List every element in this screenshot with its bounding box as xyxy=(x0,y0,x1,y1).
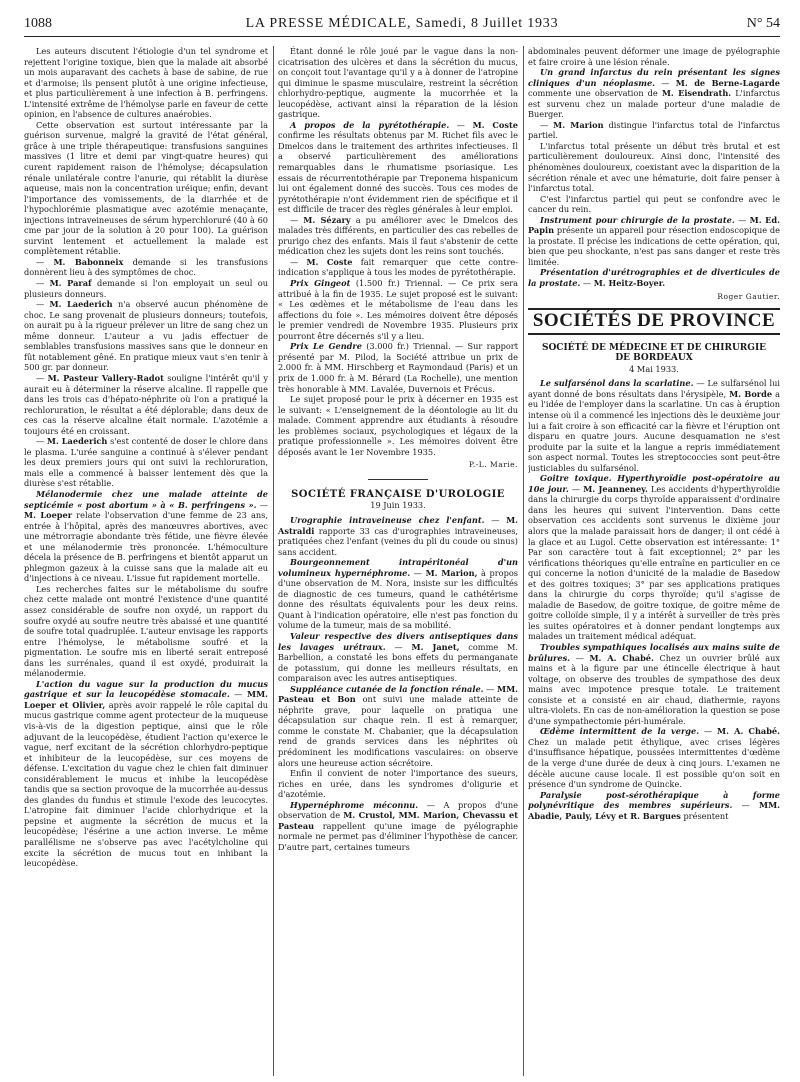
speaker-name: M. Borde xyxy=(729,388,773,399)
speaker-name: M. Babonneix xyxy=(53,256,124,267)
section-heading: Instrument pour chirurgie de la prostate. xyxy=(540,214,735,225)
columns xyxy=(24,46,780,1076)
paragraph: Un grand infarctus du rein présentant les signes cliniques d'un néoplasme. — M. de Berne-Lagarde commente une observation de M. Eisendrath. L'infarctus est survenu chez un malade porteur d'une maladie de Buerger. xyxy=(528,67,780,120)
paragraph-text: présentent xyxy=(683,810,729,821)
paragraph: Instrument pour chirurgie de la prostate. — M. Ed. Papin présente un appareil pour résection endoscopique de la prostate. Il précise les indications de cette opération, qui, bien que peu shockante, n'est pas sans danger et reste très limitée. xyxy=(528,214,780,267)
paragraph-text: ont suivi une malade atteinte de néphrite grave, pour laquelle on pratiqua une décapsulation sur chaque rein. Il est à remarquer, comme le constate M. Chabanier, que la décapsulation rend de grands services dans les néphrites où prédominent les modifications vasculaires: on observe alors une heureuse action sécrétoire. xyxy=(278,694,518,768)
paragraph: Étant donné le rôle joué par le vague dans la non-cicatrisation des ulcères et dans la sécrétion du mucus, on conçoit tout l'avantage qu'il y a à donner de l'atropine qui diminue le spasme musculaire, restreint la sécrétion chlorhydro-peptique, augmente la mucorrhée et la leucopédèse, activant ainsi la réparation de la lésion gastrique. xyxy=(278,46,518,120)
paragraph: Troubles sympathiques localisés aux mains suite de brûlures. — M. A. Chabé. Chez un ouvrier brûlé aux mains et à la figure par une étincelle électrique à haut voltage, on observe des troubles de sympathose des deux mains avec impotence presque totale. Le traitement consiste et a consisté en air chaud, diathermie, rayons ultra-violets. En cas de non-amélioration la question se pose d'une sympathectomie péri-humérale. xyxy=(528,641,780,726)
paragraph: Les recherches faites sur le métabolisme du soufre chez cette malade ont montré l'existence d'une quantité assez considérable de soufre non oxydé, un rapport du soufre oxydé au soufre neutre très abaissé et une quantité de soufre total quadruplée. L'auteur envisage les rapports entre l'hémolyse, le métabolisme soufré et la pigmentation. Le soufre mis en liberté serait entreposé dans les surrénales, quand il est oxydé, produirait la mélanodermie. xyxy=(24,583,268,679)
paragraph: Le sulfarsénol dans la scarlatine. — Le sulfarsénol lui ayant donné de bons résultats dans l'érysipèle, M. Borde a eu l'idée de l'employer dans la scarlatine. Un cas à éruption intense où il a commencé les injections dès le deuxième jour lui a fait croire à son efficacité car la fièvre et l'éruption ont disparu en quatre jours. Aucune desquamation ne s'est produite par la suite et la langue a repris immédiatement son aspect normal. Toutes les streptococcies sont peut-être justiciables du sulfarsénol. xyxy=(528,378,780,473)
signature: P.-L. Marie. xyxy=(468,460,518,470)
section-heading: Paralysie post-sérothérapique à forme polynévritique des membres supérieurs. xyxy=(528,789,780,811)
speaker-name: M. Heitz-Boyer. xyxy=(593,278,666,289)
paragraph: A propos de la pyrétothérapie. — M. Coste confirme les résultats obtenus par M. Richet fils avec le Dmelcos dans le traitement des arthrites infectieuses. Il a observé particulièrement des améliorations remarquables dans le rhumatisme psoriasique. Les essais de récurrentothérapie par Treponema hispanicum lui ont également donné des succès. Tous ces modes de pyrétothérapie n'ont évidemment rien de spécifique et il est difficile de tracer des règles générales à leur emploi. xyxy=(278,119,518,215)
paragraph xyxy=(278,341,518,394)
section-heading: Urographie intraveineuse chez l'enfant. xyxy=(290,514,485,525)
paragraph: — M. Babonneix demande si les transfusions donnèrent lieu à des symptômes de choc. xyxy=(24,256,268,278)
speaker-name: M. Laederich xyxy=(46,436,108,447)
page-header xyxy=(24,14,780,37)
society-title: SOCIÉTÉ FRANÇAISE D'UROLOGIE xyxy=(291,488,505,500)
speaker-name: MM. Loeper et Olivier, xyxy=(24,689,268,710)
speaker-name: M. Crustol, MM. Marion, Chevassu et Pasteau xyxy=(278,810,518,831)
section-heading: Suppléance cutanée de la fonction rénale. xyxy=(290,683,484,694)
section-heading: Mélanodermie chez une malade atteinte de septicémie « post abortum » à « B. perfringens ». xyxy=(24,488,268,510)
issue-number: N° 54 xyxy=(746,16,780,31)
paragraph xyxy=(278,278,518,341)
society-title-line-2: DE BORDEAUX xyxy=(615,353,693,364)
paragraph: Bourgeonnement intrapéritonéal d'un volumineux hypernéphrome. — M. Marion, à propos d'une observation de M. Nora, insiste sur les difficultés de diagnostic de ces tumeurs, quand le cathétérisme donne des résultats équivalents pour les deux reins. Quant à l'indication opératoire, elle n'est pas fonction du volume de la tumeur, mais de sa mobilité. xyxy=(278,557,518,631)
paragraph: Valeur respective des divers antiseptiques dans les lavages urétraux. — M. Janet, comme M. Barbellion, a constaté les bons effets du permanganate de potassium, qui donne les meilleurs résultats, en comparaison avec les autres antiseptiques. xyxy=(278,630,518,684)
paragraph: L'infarctus total présente un début très brutal et est particulièrement douloureux. Ainsi donc, l'intensité des phénomènes douloureux, coexistant avec la disparition de la sécrétion rénale et avec une hématurie, doit faire penser à l'infarctus total. xyxy=(528,140,780,194)
section-heading: Goitre toxique. Hyperthyroïdie post-opératoire au 10e jour. xyxy=(528,473,780,494)
speaker-name: M. Coste xyxy=(472,119,518,130)
paragraph: — M. Laederich n'a observé aucun phénomène de choc. Le sang provenait de plusieurs donneurs; toutefois, on aurait pu à la rigueur prélever un litre de sang chez un même donneur. L'auteur a vu jadis effectuer de semblables transfusions massives sans que le donneur en fût notablement gêné. En pratique mieux vaut s'en tenir à 500 gr. par donneur. xyxy=(24,299,268,373)
speaker-name: M. Sézary xyxy=(303,214,351,225)
paragraph: Présentation d'urétrographies et de diverticules de la prostate. — M. Heitz-Boyer. xyxy=(528,267,780,289)
speaker-name: MM. Abadie, Pauly, Lévy et R. Bargues xyxy=(528,800,780,821)
speaker-name: MM. Pasteau et Bon xyxy=(278,683,518,705)
paragraph: Goitre toxique. Hyperthyroïdie post-opératoire au 10e jour. — M. Jeanneney. Les accidents d'hyperthyroïdie dans la chirurgie du corps thyroïde apparaissent d'ordinaire dans les heures qui suivent l'intervention. Dans cette observation ces accidents sont survenus le dixième jour alors que la malade paraissait hors de danger; il ont cédé à la glace et au Lugol. Cette observation est intéressante: 1° Par son caractère tout à fait exceptionnel; 2° par les vérifications théoriques qu'elle entraîne en particulier en ce qui concerne la notion d'unicité de la maladie de Basedow et des goitres toxiques; 3° par ses applications pratiques dans la chirurgie du corps thyroïde; qu'il s'agisse de maladie de Basedow, de goitre toxique, de goitre même de goitre colloïde simple, il y a intérêt à surveiller de très près les suites opératoires et à donner pendant longtemps aux malades un traitement médical adéquat. xyxy=(528,473,780,642)
paragraph-text: rappellent qu'une image de pyélographie normale ne permet pas d'éliminer l'hypothèse de cancer. D'autre part, certaines tumeurs xyxy=(278,820,518,852)
paragraph: Paralysie post-sérothérapique à forme polynévritique des membres supérieurs. — MM. Abadie, Pauly, Lévy et R. Bargues présentent xyxy=(528,789,780,821)
paragraph: — M. Pasteur Vallery-Radot souligne l'intérêt qu'il y aurait eu à déterminer la réserve alcaline. Il rappelle que dans les trois cas d'hépato-néphrite où l'on a pratiqué la rechloruration, le résultat a été déplorable; dans deux de ces cas la réserve alcaline était normale. L'azotémie a toujours été en croissant. xyxy=(24,372,268,436)
paragraph: — M. Sézary a pu améliorer avec le Dmelcos des malades très différents, en particulier des cas rebelles de prurigo chez des enfants. Mais il faut s'abstenir de cette médication chez les sujets dont les reins sont touchés. xyxy=(278,214,518,257)
section-heading: Prix Le Gendre xyxy=(290,341,362,352)
paragraph-text: demande si l'on employait un seul ou plusieurs donneurs. xyxy=(24,278,268,299)
paragraph: — M. Marion distingue l'infarctus total de l'infarctus partiel. xyxy=(528,119,780,141)
section-heading: Un grand infarctus du rein présentant les signes cliniques d'un néoplasme. xyxy=(528,67,780,88)
paragraph: Œdème intermittent de la verge. — M. A. Chabé. Chez un malade petit éthylique, avec crises légères d'insuffisance hépatique, poussées intermittentes d'œdème de la verge d'une durée de deux à cinq jours. L'examen ne décèle aucune cause locale. Il est possible qu'on soit en présence d'un syndrome de Quincke. xyxy=(528,726,780,790)
paragraph-text: Chez un malade petit éthylique, avec crises légères d'insuffisance hépatique, poussées intermittentes d'œdème de la verge d'une durée de deux à cinq jours. L'examen ne décèle aucune cause locale. Il est possible qu'on soit en présence d'un syndrome de Quincke. xyxy=(528,736,780,790)
column-rule xyxy=(523,46,524,1076)
paragraph: C'est l'infarctus partiel qui peut se confondre avec le cancer du rein. xyxy=(528,193,780,215)
section-heading: Prix Gingeot xyxy=(290,278,351,289)
column-3 xyxy=(528,46,780,1076)
speaker-name: M. Marion, xyxy=(425,567,478,578)
page-number: 1088 xyxy=(24,16,52,31)
paragraph-text: L'infarctus est survenu chez un malade porteur d'une maladie de Buerger. xyxy=(528,88,780,120)
paragraph-text: demande si les transfusions donnèrent lieu à des symptômes de choc. xyxy=(24,256,268,278)
paragraph: Cette observation est surtout intéressante par la guérison survenue, malgré la gravité de l'état général, grâce à une triple thérapeutique: transfusions sanguines massives (1 litre et demi par vingt-quatre heures) qui curent rapidement raison de l'hémolyse; décapsulation rénale unilatérale contre l'anurie, qui rétablit la diurèse aqueuse, mais non la concentration uréique; enfin, devant l'importance des vomissements, de la diarrhée et de l'hypochlorémie plasmatique avec azotémie menaçante, injections intraveineuses de sérum hyperchloruré (40 à 60 cme par jour de la solution à 20 pour 100). La guérison survint lentement et actuellement la malade est complètement rétablie. xyxy=(24,119,268,257)
speaker-name: M. Coste xyxy=(306,256,353,267)
paragraph: abdominales peuvent déformer une image de pyélographie et faire croire à une lésion rénale. xyxy=(528,46,780,67)
paragraph: Les auteurs discutent l'étiologie d'un tel syndrome et rejettent l'origine toxique, bien que la malade ait absorbé un mois auparavant des cachets à base de sabine, de rue et d'armoise; ils pensent plutôt à une origine infectieuse, et plus particulièrement à une infection à B. perfringens. L'intensité extrême de l'hémolyse parle en faveur de cette opinion, en l'absence de cultures anaérobies. xyxy=(24,46,268,120)
section-heading: Hypernéphrome méconnu. xyxy=(290,799,419,810)
section-heading: Troubles sympathiques localisés aux mains suite de brûlures. xyxy=(528,641,780,663)
section-heading: L'action du vague sur la production du mucus gastrique et sur la leucopédèse stomacale. xyxy=(24,678,268,700)
speaker-name: M. Paraf xyxy=(49,278,92,289)
paragraph-text: confirme les résultats obtenus par M. Richet fils avec le Dmelcos dans le traitement des arthrites infectieuses. Il a observé particulièrement des améliorations remarquables dans le rhumatisme psoriasique. Les essais de récurrentothérapie par Treponema hispanicum lui ont également donné des succès. Tous ces modes de pyrétothérapie n'ont évidemment rien de spécifique et il est difficile de tracer des règles générales à leur emploi. xyxy=(278,130,518,215)
paragraph: Suppléance cutanée de la fonction rénale. — MM. Pasteau et Bon ont suivi une malade atteinte de néphrite grave, pour laquelle on pratiqua une décapsulation sur chaque rein. Il est à remarquer, comme le constate M. Chabanier, que la décapsulation rend de grands services dans les néphrites où prédominent les modifications vasculaires: on observe alors une heureuse action sécrétoire. xyxy=(278,683,518,768)
paragraph-text: après avoir rappelé le rôle capital du mucus gastrique comme agent protecteur de la muqueuse vis-à-vis de la digestion peptique, ainsi que le rôle adjuvant de la leucopédèse, étudient l'action qu'exerce le vague, nerf excitant de la sécrétion chlorhydro-peptique et inhibiteur de la leucopédèse, sur ces moyens de défense. L'excitation du vague chez le chien fait diminuer considérablement le mucus et inhibe la leucopédèse tandis que sa section provoque de la mucorrhée au-dessus des glandes du fundus et stimule l'exode des leucocytes. L'atropine fait diminuer l'acide chlorhydrique et la pepsine et augmente la sécrétion de mucus et la leucopédèse; l'ésérine a une action inverse. Le même parallélisme ne s'observe pas avec l'acétylcholine qui excite la sécrétion de mucus tout en inhibant la leucopédèse. xyxy=(24,699,268,869)
paragraph: — M. Coste fait remarquer que cette contre-indication s'applique à tous les modes de pyrétothérapie. xyxy=(278,256,518,278)
paragraph-text: souligne l'intérêt qu'il y aurait eu à déterminer la réserve alcaline. Il rappelle que dans les trois cas d'hépato-néphrite où l'on a pratiqué la rechloruration, le résultat a été déplorable; dans deux de ces cas la réserve alcaline était normale. L'azotémie a toujours été en croissant. xyxy=(24,372,268,436)
publication-title: LA PRESSE MÉDICALE, Samedi, 8 Juillet 1933 xyxy=(245,16,559,31)
separator xyxy=(368,479,428,480)
session-date: 19 Juin 1933. xyxy=(370,500,426,511)
paragraph: Mélanodermie chez une malade atteinte de septicémie « post abortum » à « B. perfringens ». — M. Loeper relate l'observation d'une femme de 23 ans, entrée à l'hôpital, après des manœuvres abortives, avec une métrorragie abondante très fétide, une fièvre élevée et une mélanodermie très prononcée. L'hémoculture décela la présence de B. perfringens et bientôt apparut un phlegmon gazeux à la cuisse sans que la malade ait eu d'injections à ce niveau. L'issue fut rapidement mortelle. xyxy=(24,488,268,584)
paragraph-text: (1.500 fr.) Triennal. — Ce prix sera attribué à la fin de 1935. Le sujet proposé est le suivant: « Les œdèmes et le métabolisme de l'eau dans les affections du foie ». Les mémoires doivent être déposés le premier vendredi de Novembre 1935. Plusieurs prix pourront être décernés s'il y a lieu. xyxy=(278,278,518,341)
paragraph: Enfin il convient de noter l'importance des sueurs, riches en urée, dans les syndromes d'oligurie et d'azotémie. xyxy=(278,768,518,800)
paragraph-text: Les accidents d'hyperthyroïdie dans la chirurgie du corps thyroïde apparaissent d'ordinaire dans les heures qui suivent l'intervention. Dans cette observation ces accidents sont survenus le dixième jour alors que la malade paraissait hors de danger; il ont cédé à la glace et au Lugol. Cette observation est intéressante: 1° Par son caractère tout à fait exceptionnel; 2° par les vérifications théoriques qu'elle entraîne en particulier en ce qui concerne la notion d'unicité de la maladie de Basedow et des goitres toxiques; 3° par ses applications pratiques dans la chirurgie du corps thyroïde; qu'il s'agisse de maladie de Basedow, de goitre toxique, de goitre même de goitre colloïde simple, il y a intérêt à surveiller de très près les suites opératoires et à donner pendant longtemps aux malades un traitement médical adéquat. xyxy=(528,483,780,642)
paragraph-text: comme M. Barbellion, a constaté les bons effets du permanganate de potassium, qui donne les meilleurs résultats, en comparaison avec les autres antiseptiques. xyxy=(278,641,518,684)
society-title: SOCIÉTÉ DE MÉDECINE ET DE CHIRURGIE xyxy=(541,342,767,353)
section-heading: Œdème intermittent de la verge. xyxy=(540,726,700,737)
session-date: 4 Mai 1933. xyxy=(629,363,679,374)
section-heading: Valeur respective des divers antiseptiques dans les lavages urétraux. xyxy=(278,630,518,652)
speaker-name: M. Eisendrath. xyxy=(661,88,732,99)
paragraph-text: (3.000 fr.) Triennal. — Sur rapport présenté par M. Pilod, la Société attribue un prix de 2.000 fr. à MM. Hirschberg et Raymondaud (Paris) et un prix de 1.000 fr. à M. Bérard (La Rochelle), une mention très honorable à MM. Lavalée, Duvernois et Frécus. xyxy=(278,341,518,394)
paragraph-text: présente un appareil pour résection endoscopique de la prostate. Il précise les indications de cette opération, qui, bien que peu shockante, n'est pas sans danger et reste très limitée. xyxy=(528,225,780,267)
speaker-name: M. Astraldi xyxy=(278,514,518,536)
column-1 xyxy=(24,46,268,1076)
paragraph-text: a pu améliorer avec le Dmelcos des malades très différents, en particulier des cas rebelles de prurigo chez des enfants. Mais il faut s'abstenir de cette médication chez les sujets dont les reins sont touchés. xyxy=(278,214,518,257)
paragraph-text: à propos d'une observation de M. Nora, insiste sur les difficultés de diagnostic de ces tumeurs, quand le cathétérisme donne des résultats équivalents pour les deux reins. Quant à l'indication opératoire, elle n'est pas fonction du volume de la tumeur, mais de sa mobilité. xyxy=(278,567,518,631)
paragraph-text: Le sulfarsénol lui ayant donné de bons résultats dans l'érysipèle, xyxy=(528,378,780,399)
section-heading: Le sulfarsénol dans la scarlatine. xyxy=(540,378,694,389)
speaker-name: M. Laederich xyxy=(49,299,113,310)
speaker-name: M. A. Chabé. xyxy=(589,652,654,663)
paragraph-text: Chez un ouvrier brûlé aux mains et à la figure par une étincelle électrique à haut voltage, on observe des troubles de sympathose des deux mains avec impotence presque totale. Le traitement consiste et a consisté en air chaud, diathermie, rayons ultra-violets. En cas de non-amélioration la question se pose d'une sympathectomie péri-humérale. xyxy=(528,652,780,726)
paragraph: L'action du vague sur la production du mucus gastrique et sur la leucopédèse stomacale. — MM. Loeper et Olivier, après avoir rappelé le rôle capital du mucus gastrique comme agent protecteur de la muqueuse vis-à-vis de la digestion peptique, ainsi que le rôle adjuvant de la leucopédèse, étudient l'action qu'exerce le vague, nerf excitant de la sécrétion chlorhydro-peptique et inhibiteur de la leucopédèse, sur ces moyens de défense. L'excitation du vague chez le chien fait diminuer considérablement le mucus et inhibe la leucopédèse tandis que sa section provoque de la mucorrhée au-dessus des glandes du fundus et stimule l'exode des leucocytes. L'atropine fait diminuer l'acide chlorhydrique et la pepsine et augmente la sécrétion de mucus et la leucopédèse; l'ésérine a une action inverse. Le même parallélisme ne s'observe pas avec l'acétylcholine qui excite la sécrétion de mucus tout en inhibant la leucopédèse. xyxy=(24,678,268,869)
signature: Roger Gautier. xyxy=(717,291,780,301)
section-heading: A propos de la pyrétothérapie. xyxy=(290,119,450,130)
column-rule xyxy=(273,46,274,1076)
paragraph: Urographie intraveineuse chez l'enfant. — M. Astraldi rapporte 33 cas d'urographies intraveineuses, pratiquées chez l'enfant (veines du pli du coude ou sinus) sans accident. xyxy=(278,514,518,557)
paragraph-text: relate l'observation d'une femme de 23 ans, entrée à l'hôpital, après des manœuvres abortives, avec une métrorragie abondante très fétide, une fièvre élevée et une mélanodermie très prononcée. L'hémoculture décela la présence de B. perfringens et bientôt apparut un phlegmon gazeux à la cuisse sans que la malade ait eu d'injections à ce niveau. L'issue fut rapidement mortelle. xyxy=(24,510,268,584)
speaker-name: M. Loeper xyxy=(24,510,73,521)
paragraph: — M. Paraf demande si l'on employait un seul ou plusieurs donneurs. xyxy=(24,278,268,299)
paragraph-text: commente une observation de xyxy=(528,88,658,99)
paragraph-text: n'a observé aucun phénomène de choc. Le sang provenait de plusieurs donneurs; toutefois, on aurait pu à la rigueur prélever un litre de sang chez un même donneur. L'auteur a vu jadis effectuer de semblables transfusions massives sans que le donneur en fût notablement gêné. En pratique mieux vaut s'en tenir à 500 gr. par donneur. xyxy=(24,299,268,373)
speaker-name: M. de Berne-Lagarde xyxy=(675,77,780,88)
section-heading: Bourgeonnement intrapéritonéal d'un volumineux hypernéphrome. xyxy=(278,557,518,578)
section-heading: Présentation d'urétrographies et de diverticules de la prostate. xyxy=(528,267,780,289)
paragraph: — M. Laederich s'est contenté de doser le chlore dans le plasma. L'urée sanguine a continué à s'élever pendant les deux premiers jours qui ont suivi la rechloruration, mais elle a commencé à baisser lentement dès que la diurèse s'est rétablie. xyxy=(24,436,268,489)
paragraph-text: s'est contenté de doser le chlore dans le plasma. L'urée sanguine a continué à s'élever pendant les deux premiers jours qui ont suivi la rechloruration, mais elle a commencé à baisser lentement dès que la diurèse s'est rétablie. xyxy=(24,436,268,489)
paragraph: Le sujet proposé pour le prix à décerner en 1935 est le suivant: « L'enseignement de la déontologie au lit du malade. Comment apprendre aux étudiants à résoudre les problèmes sociaux, psychologiques et légaux de la pratique professionnelle ». Les mémoires doivent être déposés avant le 1er Novembre 1935. xyxy=(278,394,518,457)
paragraph: Hypernéphrome méconnu. — A propos d'une observation de M. Crustol, MM. Marion, Chevassu et Pasteau rappellent qu'une image de pyélographie normale ne permet pas d'éliminer l'hypothèse de cancer. D'autre part, certaines tumeurs xyxy=(278,799,518,852)
speaker-name: M. A. Chabé. xyxy=(717,726,780,737)
paragraph-text: distingue l'infarctus total de l'infarctus partiel. xyxy=(528,119,780,141)
paragraph-text: fait remarquer que cette contre-indication s'applique à tous les modes de pyrétothérapie. xyxy=(278,256,518,278)
speaker-name: M. Jeanneney. xyxy=(583,483,648,494)
speaker-name: M. Pasteur Vallery-Radot xyxy=(47,372,164,383)
speaker-name: M. Ed. Papin xyxy=(528,214,780,236)
section-banner: SOCIÉTÉS DE PROVINCE xyxy=(528,308,780,335)
paragraph-text: a eu l'idée de l'employer dans la scarlatine. Un cas à éruption intense où il a commencé les injections dès le deuxième jour lui a fait croire à son efficacité car la fièvre et l'éruption ont disparu en quatre jours. Aucune desquamation ne s'est produite par la suite et la langue a repris immédiatement son aspect normal. Toutes les streptococcies sont peut-être justiciables du sulfarsénol. xyxy=(528,388,780,473)
column-2 xyxy=(278,46,518,1076)
speaker-name: M. Marion xyxy=(553,119,604,130)
paragraph-text: rapporte 33 cas d'urographies intraveineuses, pratiquées chez l'enfant (veines du pli du coude ou sinus) sans accident. xyxy=(278,525,518,557)
paragraph-text: A propos d'une observation de xyxy=(278,799,518,821)
speaker-name: M. Janet, xyxy=(411,641,460,652)
